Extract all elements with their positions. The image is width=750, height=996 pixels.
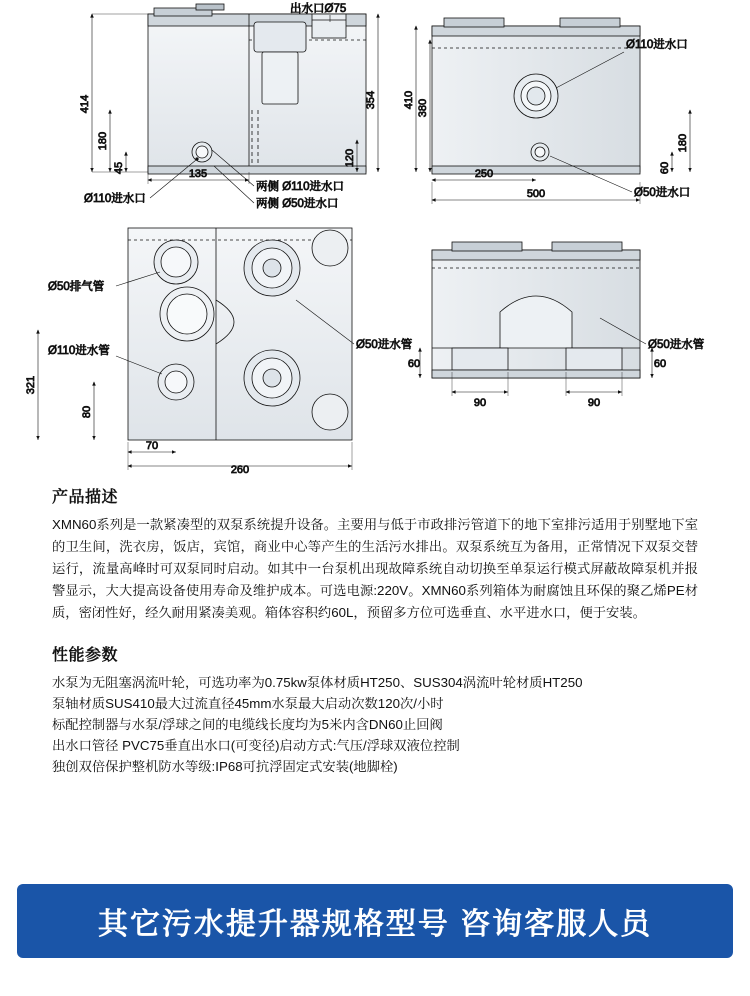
dim-rear-60-right: 60 <box>653 358 667 370</box>
product-description-title: 产品描述 <box>52 489 119 506</box>
callout-inlet-pipe-50-left: Ø50进水管 <box>356 339 413 351</box>
dim-plan-70: 70 <box>145 440 159 452</box>
performance-section <box>0 642 750 777</box>
dim-rear-60-left: 60 <box>407 358 421 370</box>
dim-rear-90-right: 90 <box>587 397 601 409</box>
dim-front-120: 120 <box>344 148 356 168</box>
dim-front-414: 414 <box>79 94 91 114</box>
dim-side-250: 250 <box>474 168 494 180</box>
front-view <box>79 1 378 210</box>
dim-front-45: 45 <box>113 161 125 175</box>
performance-line-5: 独创双倍保护整机防水等级:IP68可抗浮固定式安装(地脚栓) <box>52 759 398 774</box>
performance-line-4: 出水口管径 PVC75垂直出水口(可变径)启动方式:气压/浮球双液位控制 <box>52 738 460 753</box>
contact-banner[interactable] <box>17 884 733 958</box>
dim-plan-260: 260 <box>230 464 250 476</box>
contact-banner-text: 其它污水提升器规格型号 咨询客服人员 <box>97 908 653 941</box>
dim-side-380: 380 <box>417 98 429 118</box>
dim-side-60: 60 <box>659 161 671 175</box>
callout-inlet-50-both: 两侧 Ø50进水口 <box>256 198 339 210</box>
callout-vent-50: Ø50排气管 <box>48 281 105 293</box>
dim-front-135: 135 <box>188 168 208 180</box>
product-description-body: XMN60系列是一款紧凑型的双泵系统提升设备。主要用与低于市政排污管道下的地下室排污适用于别墅地下室的卫生间，洗衣房，饭店，宾馆，商业中心等产生的生活污水排出。双泵系统互为备用，正常情况下双泵交替运行，流量高峰时可双泵同时启动。如其中一台泵机出现故障系统自动切换至单泵运行模式屏蔽故障泵机并报警显示，大大提高设备使用寿命及维护成本。可选电源:220V。XMN60系列箱体为耐腐蚀且环保的聚乙烯PE材质，密闭性好，经久耐用紧凑美观。箱体容积约60L，预留多方位可选垂直、水平进水口，便于安装。 <box>52 517 698 620</box>
callout-side-inlet-110: Ø110进水口 <box>626 39 688 51</box>
performance-line-2: 泵轴材质SUS410最大过流直径45mm水泵最大启动次数120次/小时 <box>52 696 444 711</box>
dim-plan-80: 80 <box>81 405 93 419</box>
callout-inlet-110-both: 两侧 Ø110进水口 <box>256 181 344 193</box>
callout-inlet-pipe-110: Ø110进水管 <box>48 345 110 357</box>
dim-plan-321: 321 <box>25 375 37 395</box>
section-gap <box>0 624 750 638</box>
plan-view <box>25 228 413 476</box>
rear-view <box>408 242 705 409</box>
dim-side-410: 410 <box>403 90 415 110</box>
content-area <box>0 484 750 777</box>
dim-front-180: 180 <box>97 131 109 151</box>
dim-front-354: 354 <box>365 90 377 110</box>
dim-rear-90-left: 90 <box>473 397 487 409</box>
performance-line-3: 标配控制器与水泵/浮球之间的电缆线长度均为5米内含DN60止回阀 <box>52 717 443 732</box>
performance-line-1: 水泵为无阻塞涡流叶轮，可选功率为0.75kw泵体材质HT250、SUS304涡流叶轮材质HT250 <box>52 675 583 690</box>
callout-inlet-pipe-50-right: Ø50进水管 <box>648 339 705 351</box>
callout-outlet-75: 出水口Ø75 <box>290 3 347 15</box>
product-description-section <box>0 484 750 624</box>
dim-side-500: 500 <box>526 188 546 200</box>
callout-inlet-110-left: Ø110进水口 <box>84 193 146 205</box>
callout-side-inlet-50: Ø50进水口 <box>634 187 691 199</box>
dim-side-180: 180 <box>677 133 689 153</box>
technical-drawing <box>0 0 750 480</box>
performance-title: 性能参数 <box>52 647 119 664</box>
side-view <box>403 18 690 204</box>
